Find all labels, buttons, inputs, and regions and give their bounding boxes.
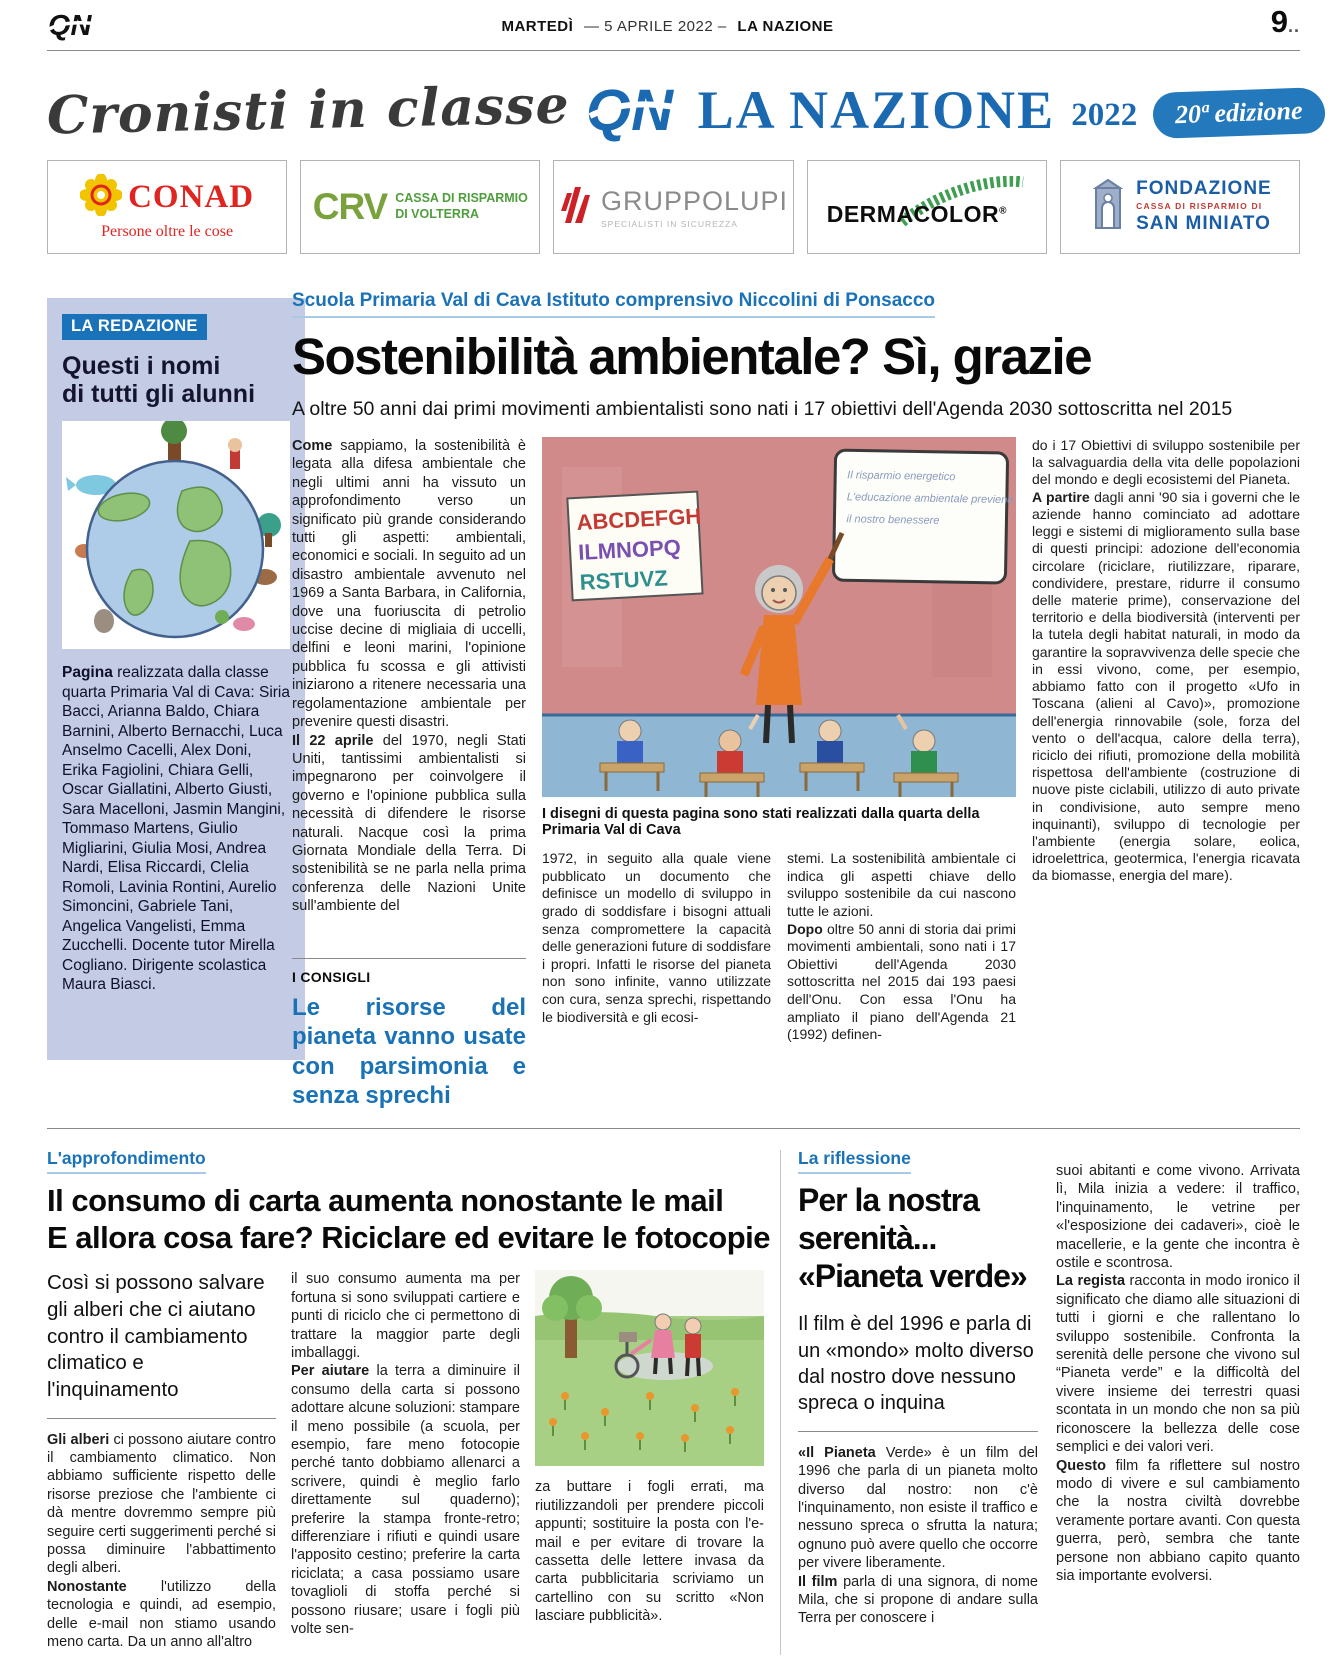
consigli-text: Le risorse del pianeta vanno usate con parsimonia e senza sprechi bbox=[292, 994, 526, 1109]
column-divider bbox=[780, 1150, 781, 1655]
bottom-right-body-1 bbox=[798, 1444, 1038, 1628]
consigli-label: I CONSIGLI bbox=[292, 969, 371, 985]
paragraph bbox=[1032, 437, 1300, 489]
fondazione-emblem-icon bbox=[1088, 178, 1128, 237]
paragraph-text: stemi. La sostenibilità ambientale ci indica gli aspetti chiave dello sviluppo sostenibile da cui nascono tutte le azioni. bbox=[787, 850, 1016, 919]
paragraph-lead: Dopo bbox=[787, 920, 823, 937]
gruppolupi-icon bbox=[559, 183, 593, 232]
sponsor-row bbox=[47, 160, 1300, 254]
crv-line2: DI VOLTERRA bbox=[395, 207, 479, 221]
sidebar-title-line2: di tutti gli alunni bbox=[62, 380, 256, 408]
crv-wordmark: CRV bbox=[312, 186, 388, 227]
main-column-middle bbox=[542, 437, 1016, 1112]
paragraph bbox=[542, 850, 771, 1026]
bottom-left-headline-line2: E allora cosa fare? Riciclare ed evitare le fotocopie bbox=[47, 1220, 770, 1256]
bottom-left-column-1 bbox=[47, 1270, 276, 1657]
bottom-left-article bbox=[47, 1148, 770, 1657]
bottom-left-headline-line1: Il consumo di carta aumenta nonostante le mail bbox=[47, 1183, 724, 1218]
sponsor-conad bbox=[47, 160, 287, 254]
paragraph-text: 1972, in seguito alla quale viene pubblicato un documento che definisce un modello di sviluppo in grado di soddisfare i bisogni attuali senza compromettere la capacità delle generazioni future di soddisfare i propri. Infatti le risorse del pianeta non sono infinite, vanno utilizzate con cura, senza sprechi, rispettando le biodiversità e gli ecosi- bbox=[542, 850, 771, 1025]
dermacolor-text: DERMACOLOR bbox=[826, 201, 1000, 227]
alphabet-row2: ILMNOPQ bbox=[577, 534, 682, 565]
paragraph-lead: Per aiutare bbox=[291, 1363, 370, 1380]
sponsor-dermacolor bbox=[807, 160, 1047, 254]
main-column-3 bbox=[787, 850, 1016, 1112]
redazione-sidebar bbox=[47, 298, 305, 1060]
earth-drawing bbox=[62, 421, 290, 649]
paragraph-text: ci possono aiutare contro il cambiamento climatico. Non abbiamo sufficiente rispetto delle risorse preziose che l'ambiente ci dà mentre dovremmo sempre più seguire certi suggerimenti perché si possa diminuire l'abbattimento degli alberi. bbox=[47, 1431, 276, 1577]
paragraph bbox=[798, 1573, 1038, 1628]
paragraph-lead: Il film bbox=[798, 1573, 838, 1590]
board-line1: Il risparmio energetico bbox=[847, 469, 956, 484]
paragraph bbox=[535, 1478, 764, 1625]
paragraph-text: suoi abitanti e come vivono. Arrivata lì, Mila inizia a vedere: il traffico, l'inquinamento, le vetrine per «l'esposizione dei cadaveri», cioè le macellerie, e la gente che incontra è ostile e scontrosa. bbox=[1056, 1163, 1300, 1272]
paragraph-text: la terra a diminuire il consumo della carta si possono adottare alcune soluzioni: stampare il meno possibile (a scuola, per esempio, fare meno fotocopie perché tanto dobbiamo allenarci a scrivere, quindi è meglio farlo direttamente sul quaderno); preferire la stampa fronte-retro; differenziare i rifiuti e quindi usare l'apposito cestino; preferire la carta riciclata; a casa possiamo usare tovaglioli di stoffa perché si possono riusare; usare i fogli più volte sen- bbox=[291, 1363, 520, 1638]
paragraph bbox=[787, 921, 1016, 1044]
paragraph bbox=[1032, 489, 1300, 885]
paragraph-lead: Come bbox=[292, 438, 333, 454]
dateline-brand: LA NAZIONE bbox=[737, 18, 834, 35]
dateline-date: — 5 APRILE 2022 – bbox=[583, 18, 727, 35]
credits-text: realizzata dalla classe quarta Primaria Val di Cava: Siria Bacci, Arianna Baldo, Chiara Barnini, Alberto Bernacchi, Luca Anselmo Cacelli, Alex Doni, Erika Fagiolini, Chiara Gelli, Oscar Giallatini, Alberto Giusti, Sara Macelloni, Jasmin Mangini, Tommaso Martens, Giulio Migliarini, Giulia Mosi, Andrea Nardi, Elisa Riccardi, Clelia Romoli, Lavinia Rontini, Aurelio Simoncini, Gabriele Tani, Angelica Vangelisti, Emma Zucchelli. Docente tutor Mirella Cogliano. Dirigente scolastica Maura Biasci. bbox=[62, 664, 290, 994]
paragraph bbox=[1056, 1162, 1300, 1272]
main-kicker: Scuola Primaria Val di Cava Istituto comprensivo Niccolini di Ponsacco bbox=[292, 290, 935, 318]
paragraph-text: film fa riflettere sul nostro modo di vivere e sul cambiamento che la nostra civiltà dovrebbe veramente portare avanti. Con questa guerra, però, sembra che tante persone non abbiano capito quanto sia importante evolversi. bbox=[1056, 1457, 1300, 1584]
bottom-left-standfirst: Così si possono salvare gli alberi che ci aiutano contro il cambiamento climatico e l'inquinamento bbox=[47, 1271, 265, 1401]
alphabet-row3: RSTUVZ bbox=[579, 565, 669, 595]
paragraph-text: il suo consumo aumenta ma per fortuna si sono sviluppati cartiere e punti di riciclo che ci permettono di trattare la maggior parte degli imballaggi. bbox=[291, 1271, 520, 1361]
masthead-qn-logo bbox=[586, 74, 682, 147]
sponsor-crv bbox=[300, 160, 540, 254]
masthead bbox=[46, 62, 1304, 158]
bottom-left-columns bbox=[47, 1270, 764, 1657]
main-mid-columns bbox=[542, 850, 1016, 1112]
sidebar-title bbox=[62, 352, 290, 408]
sidebar-credits bbox=[62, 663, 290, 995]
header-rule bbox=[47, 50, 1300, 51]
main-column-4 bbox=[1032, 437, 1300, 1109]
masthead-brand: LA NAZIONE bbox=[697, 80, 1056, 140]
bottom-left-kicker: L'approfondimento bbox=[47, 1148, 206, 1174]
bottom-right-headline-line1: Per la nostra bbox=[798, 1182, 979, 1218]
credits-lead: Pagina bbox=[62, 664, 113, 681]
paragraph bbox=[1056, 1457, 1300, 1586]
edition-badge: 20ª edizione bbox=[1152, 87, 1325, 139]
bottom-left-column-2 bbox=[291, 1270, 520, 1657]
main-headline: Sostenibilità ambientale? Sì, grazie bbox=[292, 328, 1092, 385]
page-number-value: 9 bbox=[1270, 4, 1288, 39]
paragraph-text: oltre 50 anni di storia dai primi movimenti ambientali, sono nati i 17 Obiettivi dell'Agenda 2030 sottoscritta nel 2015 dai 193 paesi dell'Onu. Con essa l'Onu ha ampliato il piano dell'Agenda 21 (1992) definen- bbox=[787, 920, 1016, 1043]
paragraph-lead: La regista bbox=[1056, 1273, 1126, 1290]
main-column-1 bbox=[292, 437, 526, 1112]
paragraph-text: racconta in modo ironico il significato che diamo alle situazioni di tutti i giorni e che rallentano lo sviluppo sostenibile. Confronta la serenità delle persone che vivono sul “Pianeta verde” e la difficoltà del vivere insieme dei terrestri quasi scontata in un mondo che non sa più riconoscere la bellezza delle cose semplici e dei valori veri. bbox=[1056, 1273, 1300, 1456]
dateline-day: MARTEDÌ bbox=[501, 18, 574, 35]
qn-logo-text: QN bbox=[48, 10, 92, 42]
paragraph bbox=[292, 732, 526, 916]
paragraph-text: do i 17 Obiettivi di sviluppo sostenibile per la salvaguardia della vita delle popolazioni del mondo e degli ecosistemi del Pianeta. bbox=[1032, 437, 1300, 488]
dateline bbox=[0, 18, 1335, 35]
main-subhead: A oltre 50 anni dai primi movimenti ambientalisti sono nati i 17 obiettivi dell'Agenda 2030 sottoscritta nel 2015 bbox=[292, 398, 1233, 420]
paragraph-lead: «Il Pianeta bbox=[798, 1444, 876, 1461]
paragraph-lead: Questo bbox=[1056, 1457, 1106, 1474]
classroom-drawing bbox=[542, 437, 1016, 797]
park-drawing bbox=[535, 1270, 764, 1466]
board-line2: L'educazione ambientale previene bbox=[846, 491, 1014, 507]
main-body bbox=[292, 437, 1300, 1112]
paragraph bbox=[291, 1270, 520, 1362]
bottom-right-column-1 bbox=[798, 1148, 1038, 1643]
bottom-right-standfirst: Il film è del 1996 e parla di un «mondo» molto diverso dal nostro dove nessuno spreca o inquina bbox=[798, 1313, 1034, 1415]
bottom-left-headline bbox=[47, 1182, 770, 1256]
fondazione-line3: SAN MINIATO bbox=[1136, 212, 1271, 234]
bottom-right-article bbox=[798, 1148, 1300, 1643]
masthead-script-title: Cronisti in classe bbox=[46, 74, 571, 146]
paragraph-text: parla di una signora, di nome Mila, che si propone di andare sulla Terra per conoscere i bbox=[798, 1573, 1038, 1627]
bottom-right-column-2 bbox=[1056, 1148, 1300, 1643]
board-line3: il nostro benessere bbox=[846, 513, 940, 527]
main-column-2 bbox=[542, 850, 771, 1112]
paragraph bbox=[798, 1444, 1038, 1573]
paragraph-text: za buttare i fogli errati, ma riutilizzandoli per prendere piccoli appunti; sostituire la posta con l'e-mail e per evitare di trovare la cassetta delle lettere invasa da carta pubblicitaria scriviamo un cartellino con su scritto «Non lasciare pubblicità». bbox=[535, 1479, 764, 1625]
bottom-right-headline bbox=[798, 1182, 1038, 1295]
bottom-right-headline-line2: serenità... bbox=[798, 1219, 937, 1256]
paragraph bbox=[292, 437, 526, 732]
image-caption: I disegni di questa pagina sono stati realizzati dalla quarta della Primaria Val di Cava bbox=[542, 806, 980, 838]
paragraph bbox=[47, 1578, 276, 1652]
fondazione-line1: FONDAZIONE bbox=[1136, 178, 1272, 200]
paragraph-text: del 1970, negli Stati Uniti, tantissimi ambientalisti si impegnarono per coinvolgere il governo e l'opinione pubblica sulla necessità di difendere le risorse naturali. Nacque così la prima Giornata Mondiale della Terra. Di sostenibilità se ne parla nella prima conferenza delle Nazioni Unite sull'ambiente del bbox=[292, 732, 526, 915]
main-article bbox=[292, 290, 1300, 1112]
bottom-right-headline-line3: «Pianeta verde» bbox=[798, 1257, 1027, 1294]
sidebar-title-line1: Questi i nomi bbox=[62, 352, 221, 380]
conad-wordmark: CONAD bbox=[128, 178, 255, 215]
paragraph-text: l'utilizzo della tecnologia e quindi, ad esempio, delle e-mail non stiamo usando meno carta. Da un anno all'altro bbox=[47, 1578, 276, 1651]
paragraph-text: dagli anni '90 sia i governi che le aziende hanno cominciato ad adottare leggi e sistemi di miglioramento sulla base di questi principi: adozione dell'economia circolare (riciclare, riutilizzare, riparare, condividere, prestare, ridurre il consumo delle materie prime), conservazione del territorio e della biodiversità (interventi per la tutela degli habitat naturali, in modo da garantire la sopravvivenza delle specie che in essi vivono, come, per esempio, abbiamo fatto con il progetto «Ufo in Toscana (alieni al Cavo)», promozione dell'energia rinnovabile (sole, forza del vento o dell'acqua, calore della terra), riciclo dei rifiuti, promozione della mobilità rispettosa dell'ambiente (costruzione di nuove piste ciclabili, utilizzo di auto private in condivisione, auto sempre meno inquinanti), sviluppo di tecnologie per l'ambiente (energia solare, eolica, idroelettrica, geotermica, l'energia ricavata da biomasse, energia del mare). bbox=[1032, 488, 1300, 884]
paragraph-text: sappiamo, la sostenibilità è legata alla difesa ambientale che negli ultimi anni ha vissuto un approfondimento verso un significato più grande considerando tutti gli aspetti: ambientali, economici e sociali. In seguito ad un disastro ambientale avvenuto nel 1969 a Santa Barbara, in California, dove una fuoriuscita di petrolio uccise decine di migliaia di uccelli, delfini e leoni marini, l'opinione pubblica fu scossa e gli attivisti iniziarono a ritenere necessaria una regolamentazione ambientale per prevenire questi disastri. bbox=[292, 438, 526, 731]
crv-line1: CASSA DI RISPARMIO bbox=[395, 191, 528, 206]
paragraph bbox=[291, 1362, 520, 1638]
redazione-badge: LA REDAZIONE bbox=[62, 314, 207, 340]
paragraph bbox=[787, 850, 1016, 921]
section-divider bbox=[47, 1128, 1300, 1129]
paragraph bbox=[1056, 1272, 1300, 1456]
gruppolupi-tagline: SPECIALISTI IN SICUREZZA bbox=[600, 218, 738, 229]
bottom-right-kicker: La riflessione bbox=[798, 1148, 911, 1174]
paragraph bbox=[47, 1431, 276, 1578]
standfirst-rule bbox=[47, 1418, 276, 1419]
fondazione-line2: CASSA DI RISPARMIO DI bbox=[1136, 201, 1263, 212]
page-number bbox=[1271, 4, 1300, 40]
paragraph-lead: A partire bbox=[1032, 488, 1090, 505]
consigli-box bbox=[292, 958, 526, 1110]
masthead-year: 2022 bbox=[1071, 96, 1138, 133]
gruppolupi-wordmark: GRUPPOLUPI bbox=[600, 185, 789, 216]
paragraph-lead: Gli alberi bbox=[47, 1431, 110, 1448]
conad-tagline: Persone oltre le cose bbox=[101, 222, 234, 240]
paragraph-lead: Il 22 aprile bbox=[292, 732, 374, 749]
page-number-dots: .. bbox=[1287, 16, 1300, 36]
alphabet-row1: ABCDEFGH bbox=[575, 503, 702, 535]
standfirst-rule bbox=[798, 1431, 1038, 1432]
dermacolor-wordmark bbox=[827, 201, 1007, 228]
paragraph-lead: Nonostante bbox=[47, 1578, 127, 1595]
bottom-left-column-3 bbox=[535, 1270, 764, 1657]
paragraph-text: Verde» è un film del 1996 che parla di un pianeta molto diverso dal nostro: non c'è l'inquinamento, non esiste il traffico e nessuno spreca o sfrutta la natura; ognuno può avere quello che occorre per vivere liberamente. bbox=[798, 1444, 1038, 1572]
masthead-qn-text: QN bbox=[585, 77, 673, 142]
dermacolor-reg: ® bbox=[999, 205, 1007, 217]
sponsor-fondazione bbox=[1060, 160, 1300, 254]
sponsor-gruppolupi bbox=[553, 160, 793, 254]
conad-flower-icon bbox=[80, 174, 122, 221]
